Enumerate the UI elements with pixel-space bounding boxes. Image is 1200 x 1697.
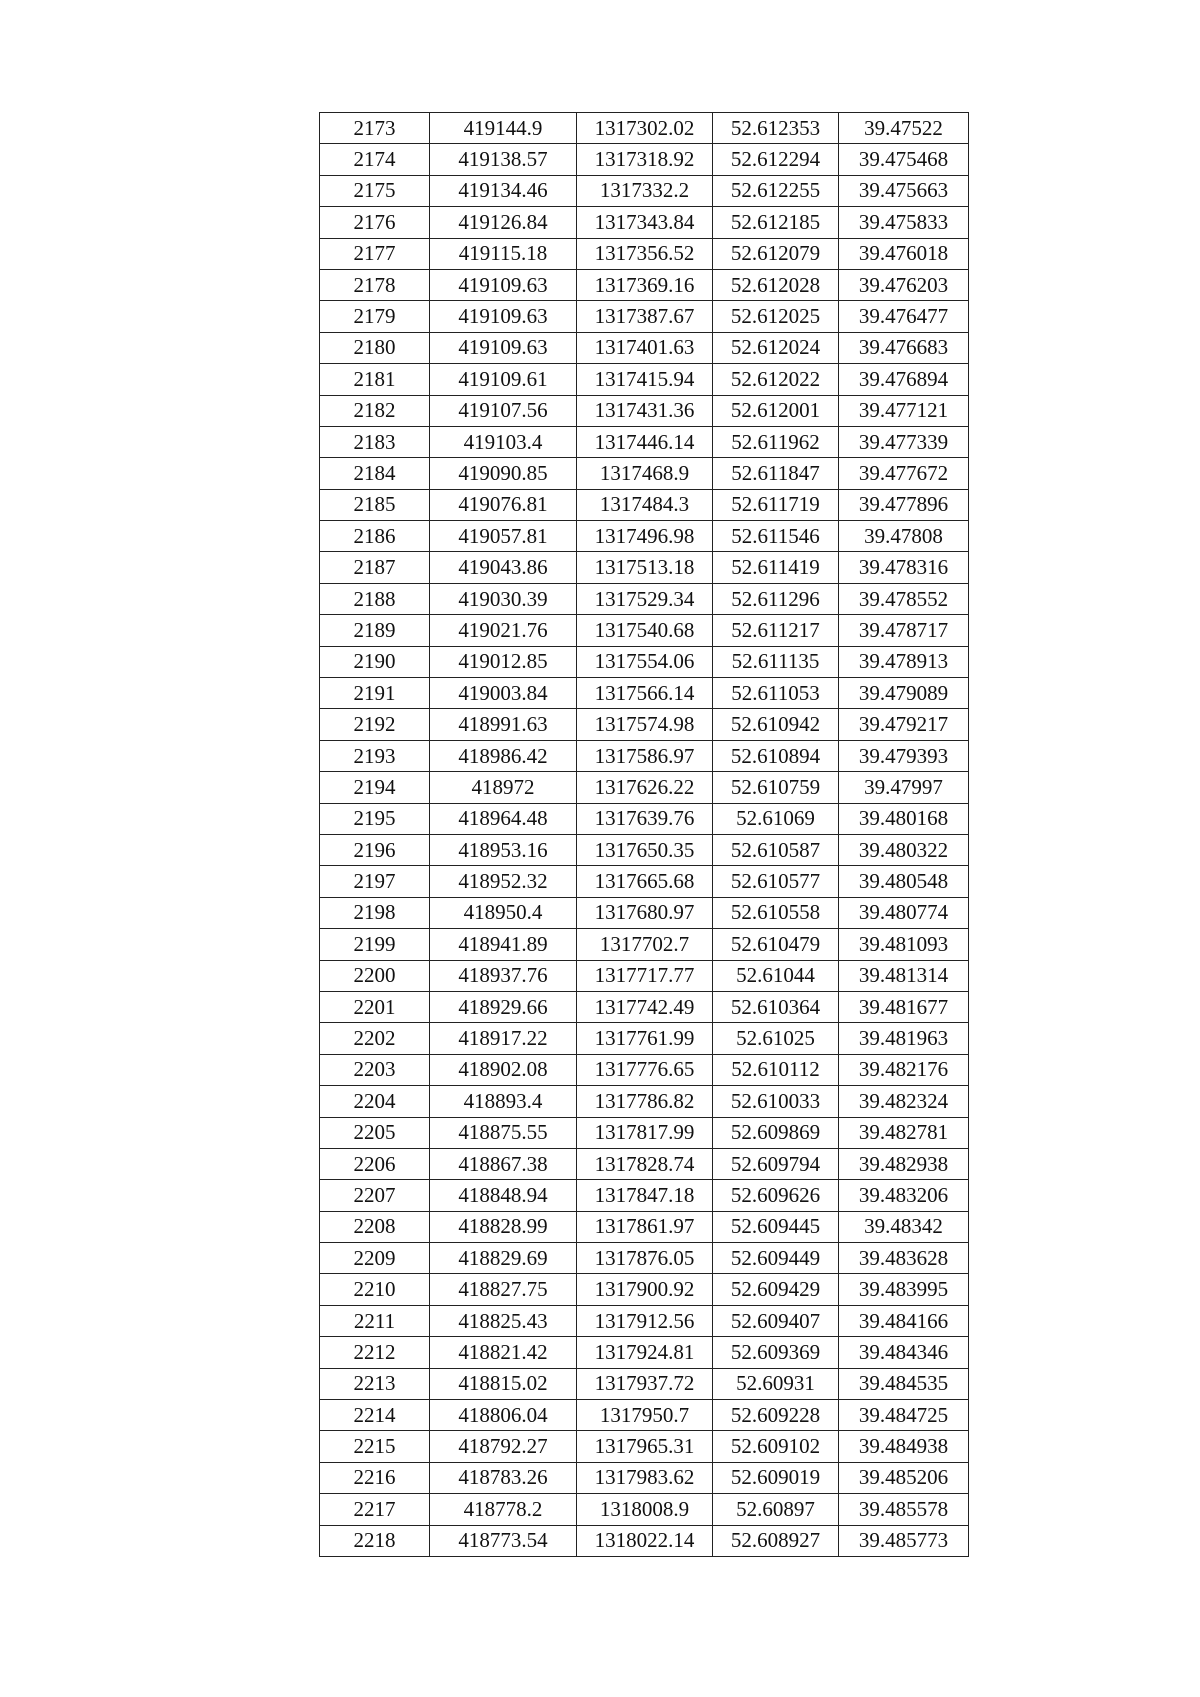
x-coordinate-cell: 419109.63	[430, 332, 577, 363]
y-coordinate-cell: 1317369.16	[577, 269, 713, 300]
y-coordinate-cell: 1317529.34	[577, 583, 713, 614]
point-number-cell: 2186	[320, 521, 430, 552]
longitude-cell: 39.476477	[839, 301, 969, 332]
latitude-cell: 52.610587	[713, 834, 839, 865]
point-number-cell: 2215	[320, 1431, 430, 1462]
latitude-cell: 52.609019	[713, 1462, 839, 1493]
longitude-cell: 39.484725	[839, 1400, 969, 1431]
point-number-cell: 2188	[320, 583, 430, 614]
point-number-cell: 2214	[320, 1400, 430, 1431]
x-coordinate-cell: 419134.46	[430, 175, 577, 206]
table-row	[320, 332, 969, 363]
table-row	[320, 1054, 969, 1085]
x-coordinate-cell: 418829.69	[430, 1243, 577, 1274]
table-row	[320, 866, 969, 897]
x-coordinate-cell: 419003.84	[430, 678, 577, 709]
longitude-cell: 39.483206	[839, 1180, 969, 1211]
latitude-cell: 52.612294	[713, 144, 839, 175]
point-number-cell: 2218	[320, 1525, 430, 1556]
point-number-cell: 2199	[320, 929, 430, 960]
table-row	[320, 1180, 969, 1211]
latitude-cell: 52.609369	[713, 1337, 839, 1368]
longitude-cell: 39.479393	[839, 740, 969, 771]
table-row	[320, 207, 969, 238]
longitude-cell: 39.483628	[839, 1243, 969, 1274]
table-row	[320, 1274, 969, 1305]
latitude-cell: 52.609407	[713, 1305, 839, 1336]
latitude-cell: 52.610942	[713, 709, 839, 740]
table-row	[320, 709, 969, 740]
y-coordinate-cell: 1318022.14	[577, 1525, 713, 1556]
latitude-cell: 52.609429	[713, 1274, 839, 1305]
latitude-cell: 52.60897	[713, 1494, 839, 1525]
latitude-cell: 52.612353	[713, 113, 839, 144]
point-number-cell: 2181	[320, 364, 430, 395]
y-coordinate-cell: 1317817.99	[577, 1117, 713, 1148]
y-coordinate-cell: 1317356.52	[577, 238, 713, 269]
latitude-cell: 52.611053	[713, 678, 839, 709]
table-row	[320, 301, 969, 332]
y-coordinate-cell: 1317484.3	[577, 489, 713, 520]
point-number-cell: 2180	[320, 332, 430, 363]
y-coordinate-cell: 1317496.98	[577, 521, 713, 552]
longitude-cell: 39.482938	[839, 1148, 969, 1179]
table-row	[320, 238, 969, 269]
latitude-cell: 52.611847	[713, 458, 839, 489]
x-coordinate-cell: 418937.76	[430, 960, 577, 991]
longitude-cell: 39.478552	[839, 583, 969, 614]
latitude-cell: 52.61025	[713, 1023, 839, 1054]
point-number-cell: 2213	[320, 1368, 430, 1399]
y-coordinate-cell: 1317574.98	[577, 709, 713, 740]
table-row	[320, 521, 969, 552]
point-number-cell: 2200	[320, 960, 430, 991]
table-row	[320, 1211, 969, 1242]
x-coordinate-cell: 418986.42	[430, 740, 577, 771]
x-coordinate-cell: 418815.02	[430, 1368, 577, 1399]
x-coordinate-cell: 418991.63	[430, 709, 577, 740]
latitude-cell: 52.612025	[713, 301, 839, 332]
point-number-cell: 2202	[320, 1023, 430, 1054]
latitude-cell: 52.610894	[713, 740, 839, 771]
x-coordinate-cell: 419043.86	[430, 552, 577, 583]
latitude-cell: 52.611135	[713, 646, 839, 677]
longitude-cell: 39.477672	[839, 458, 969, 489]
latitude-cell: 52.611296	[713, 583, 839, 614]
latitude-cell: 52.612001	[713, 395, 839, 426]
longitude-cell: 39.47997	[839, 772, 969, 803]
point-number-cell: 2203	[320, 1054, 430, 1085]
latitude-cell: 52.609228	[713, 1400, 839, 1431]
point-number-cell: 2212	[320, 1337, 430, 1368]
y-coordinate-cell: 1317566.14	[577, 678, 713, 709]
point-number-cell: 2185	[320, 489, 430, 520]
longitude-cell: 39.480322	[839, 834, 969, 865]
x-coordinate-cell: 419030.39	[430, 583, 577, 614]
point-number-cell: 2210	[320, 1274, 430, 1305]
x-coordinate-cell: 418953.16	[430, 834, 577, 865]
longitude-cell: 39.485206	[839, 1462, 969, 1493]
longitude-cell: 39.482176	[839, 1054, 969, 1085]
latitude-cell: 52.610577	[713, 866, 839, 897]
table-row	[320, 1368, 969, 1399]
longitude-cell: 39.476203	[839, 269, 969, 300]
table-row	[320, 144, 969, 175]
latitude-cell: 52.612185	[713, 207, 839, 238]
table-row	[320, 395, 969, 426]
table-row	[320, 991, 969, 1022]
y-coordinate-cell: 1317937.72	[577, 1368, 713, 1399]
x-coordinate-cell: 418783.26	[430, 1462, 577, 1493]
point-number-cell: 2189	[320, 615, 430, 646]
longitude-cell: 39.481093	[839, 929, 969, 960]
y-coordinate-cell: 1318008.9	[577, 1494, 713, 1525]
x-coordinate-cell: 418952.32	[430, 866, 577, 897]
y-coordinate-cell: 1317343.84	[577, 207, 713, 238]
point-number-cell: 2193	[320, 740, 430, 771]
latitude-cell: 52.610033	[713, 1086, 839, 1117]
latitude-cell: 52.609626	[713, 1180, 839, 1211]
x-coordinate-cell: 419138.57	[430, 144, 577, 175]
table-row	[320, 1023, 969, 1054]
latitude-cell: 52.610558	[713, 897, 839, 928]
table-row	[320, 1462, 969, 1493]
longitude-cell: 39.485773	[839, 1525, 969, 1556]
table-row	[320, 740, 969, 771]
y-coordinate-cell: 1317680.97	[577, 897, 713, 928]
latitude-cell: 52.610364	[713, 991, 839, 1022]
point-number-cell: 2175	[320, 175, 430, 206]
y-coordinate-cell: 1317924.81	[577, 1337, 713, 1368]
coordinates-table	[319, 112, 969, 1557]
point-number-cell: 2184	[320, 458, 430, 489]
y-coordinate-cell: 1317776.65	[577, 1054, 713, 1085]
table-row	[320, 426, 969, 457]
table-row	[320, 803, 969, 834]
latitude-cell: 52.60931	[713, 1368, 839, 1399]
y-coordinate-cell: 1317876.05	[577, 1243, 713, 1274]
x-coordinate-cell: 418917.22	[430, 1023, 577, 1054]
latitude-cell: 52.612024	[713, 332, 839, 363]
latitude-cell: 52.609449	[713, 1243, 839, 1274]
longitude-cell: 39.475663	[839, 175, 969, 206]
longitude-cell: 39.478913	[839, 646, 969, 677]
y-coordinate-cell: 1317387.67	[577, 301, 713, 332]
y-coordinate-cell: 1317468.9	[577, 458, 713, 489]
x-coordinate-cell: 419109.61	[430, 364, 577, 395]
latitude-cell: 52.611546	[713, 521, 839, 552]
latitude-cell: 52.61069	[713, 803, 839, 834]
latitude-cell: 52.612079	[713, 238, 839, 269]
latitude-cell: 52.609102	[713, 1431, 839, 1462]
longitude-cell: 39.477339	[839, 426, 969, 457]
x-coordinate-cell: 419107.56	[430, 395, 577, 426]
latitude-cell: 52.609869	[713, 1117, 839, 1148]
y-coordinate-cell: 1317665.68	[577, 866, 713, 897]
longitude-cell: 39.475833	[839, 207, 969, 238]
x-coordinate-cell: 418792.27	[430, 1431, 577, 1462]
y-coordinate-cell: 1317626.22	[577, 772, 713, 803]
longitude-cell: 39.478316	[839, 552, 969, 583]
y-coordinate-cell: 1317742.49	[577, 991, 713, 1022]
longitude-cell: 39.479217	[839, 709, 969, 740]
longitude-cell: 39.47522	[839, 113, 969, 144]
longitude-cell: 39.481314	[839, 960, 969, 991]
point-number-cell: 2177	[320, 238, 430, 269]
latitude-cell: 52.610479	[713, 929, 839, 960]
point-number-cell: 2194	[320, 772, 430, 803]
longitude-cell: 39.480168	[839, 803, 969, 834]
x-coordinate-cell: 418950.4	[430, 897, 577, 928]
coordinates-table-body	[320, 113, 969, 1557]
point-number-cell: 2190	[320, 646, 430, 677]
x-coordinate-cell: 418867.38	[430, 1148, 577, 1179]
y-coordinate-cell: 1317950.7	[577, 1400, 713, 1431]
x-coordinate-cell: 418972	[430, 772, 577, 803]
table-row	[320, 1494, 969, 1525]
x-coordinate-cell: 418964.48	[430, 803, 577, 834]
longitude-cell: 39.484938	[839, 1431, 969, 1462]
latitude-cell: 52.611962	[713, 426, 839, 457]
latitude-cell: 52.609445	[713, 1211, 839, 1242]
longitude-cell: 39.481677	[839, 991, 969, 1022]
table-row	[320, 175, 969, 206]
y-coordinate-cell: 1317786.82	[577, 1086, 713, 1117]
longitude-cell: 39.476683	[839, 332, 969, 363]
point-number-cell: 2178	[320, 269, 430, 300]
table-row	[320, 113, 969, 144]
table-row	[320, 929, 969, 960]
point-number-cell: 2191	[320, 678, 430, 709]
point-number-cell: 2198	[320, 897, 430, 928]
point-number-cell: 2216	[320, 1462, 430, 1493]
longitude-cell: 39.485578	[839, 1494, 969, 1525]
longitude-cell: 39.482324	[839, 1086, 969, 1117]
x-coordinate-cell: 419115.18	[430, 238, 577, 269]
table-row	[320, 960, 969, 991]
y-coordinate-cell: 1317302.02	[577, 113, 713, 144]
point-number-cell: 2174	[320, 144, 430, 175]
longitude-cell: 39.476894	[839, 364, 969, 395]
y-coordinate-cell: 1317586.97	[577, 740, 713, 771]
y-coordinate-cell: 1317847.18	[577, 1180, 713, 1211]
latitude-cell: 52.608927	[713, 1525, 839, 1556]
x-coordinate-cell: 418848.94	[430, 1180, 577, 1211]
table-row	[320, 1117, 969, 1148]
y-coordinate-cell: 1317965.31	[577, 1431, 713, 1462]
y-coordinate-cell: 1317702.7	[577, 929, 713, 960]
x-coordinate-cell: 418821.42	[430, 1337, 577, 1368]
table-row	[320, 646, 969, 677]
longitude-cell: 39.475468	[839, 144, 969, 175]
longitude-cell: 39.484535	[839, 1368, 969, 1399]
point-number-cell: 2207	[320, 1180, 430, 1211]
latitude-cell: 52.610112	[713, 1054, 839, 1085]
longitude-cell: 39.476018	[839, 238, 969, 269]
table-row	[320, 269, 969, 300]
longitude-cell: 39.47808	[839, 521, 969, 552]
point-number-cell: 2183	[320, 426, 430, 457]
point-number-cell: 2211	[320, 1305, 430, 1336]
longitude-cell: 39.480774	[839, 897, 969, 928]
y-coordinate-cell: 1317554.06	[577, 646, 713, 677]
latitude-cell: 52.611217	[713, 615, 839, 646]
y-coordinate-cell: 1317912.56	[577, 1305, 713, 1336]
x-coordinate-cell: 418929.66	[430, 991, 577, 1022]
longitude-cell: 39.477896	[839, 489, 969, 520]
y-coordinate-cell: 1317761.99	[577, 1023, 713, 1054]
longitude-cell: 39.481963	[839, 1023, 969, 1054]
point-number-cell: 2197	[320, 866, 430, 897]
x-coordinate-cell: 419144.9	[430, 113, 577, 144]
table-row	[320, 489, 969, 520]
latitude-cell: 52.612028	[713, 269, 839, 300]
x-coordinate-cell: 419103.4	[430, 426, 577, 457]
table-row	[320, 1337, 969, 1368]
x-coordinate-cell: 418941.89	[430, 929, 577, 960]
x-coordinate-cell: 419109.63	[430, 301, 577, 332]
x-coordinate-cell: 419012.85	[430, 646, 577, 677]
table-row	[320, 1525, 969, 1556]
longitude-cell: 39.48342	[839, 1211, 969, 1242]
x-coordinate-cell: 418773.54	[430, 1525, 577, 1556]
point-number-cell: 2192	[320, 709, 430, 740]
point-number-cell: 2208	[320, 1211, 430, 1242]
latitude-cell: 52.61044	[713, 960, 839, 991]
longitude-cell: 39.479089	[839, 678, 969, 709]
x-coordinate-cell: 418828.99	[430, 1211, 577, 1242]
y-coordinate-cell: 1317401.63	[577, 332, 713, 363]
longitude-cell: 39.480548	[839, 866, 969, 897]
latitude-cell: 52.609794	[713, 1148, 839, 1179]
longitude-cell: 39.484346	[839, 1337, 969, 1368]
y-coordinate-cell: 1317717.77	[577, 960, 713, 991]
x-coordinate-cell: 418827.75	[430, 1274, 577, 1305]
table-row	[320, 772, 969, 803]
x-coordinate-cell: 418825.43	[430, 1305, 577, 1336]
table-row	[320, 897, 969, 928]
table-row	[320, 1243, 969, 1274]
x-coordinate-cell: 419126.84	[430, 207, 577, 238]
longitude-cell: 39.477121	[839, 395, 969, 426]
table-row	[320, 583, 969, 614]
x-coordinate-cell: 418778.2	[430, 1494, 577, 1525]
y-coordinate-cell: 1317415.94	[577, 364, 713, 395]
table-row	[320, 1305, 969, 1336]
x-coordinate-cell: 418902.08	[430, 1054, 577, 1085]
y-coordinate-cell: 1317540.68	[577, 615, 713, 646]
longitude-cell: 39.483995	[839, 1274, 969, 1305]
longitude-cell: 39.484166	[839, 1305, 969, 1336]
point-number-cell: 2209	[320, 1243, 430, 1274]
x-coordinate-cell: 418806.04	[430, 1400, 577, 1431]
latitude-cell: 52.611419	[713, 552, 839, 583]
table-row	[320, 1431, 969, 1462]
point-number-cell: 2182	[320, 395, 430, 426]
table-row	[320, 552, 969, 583]
x-coordinate-cell: 419090.85	[430, 458, 577, 489]
point-number-cell: 2173	[320, 113, 430, 144]
x-coordinate-cell: 419021.76	[430, 615, 577, 646]
table-row	[320, 834, 969, 865]
y-coordinate-cell: 1317650.35	[577, 834, 713, 865]
table-row	[320, 1400, 969, 1431]
y-coordinate-cell: 1317513.18	[577, 552, 713, 583]
y-coordinate-cell: 1317861.97	[577, 1211, 713, 1242]
x-coordinate-cell: 418875.55	[430, 1117, 577, 1148]
table-row	[320, 678, 969, 709]
longitude-cell: 39.478717	[839, 615, 969, 646]
y-coordinate-cell: 1317332.2	[577, 175, 713, 206]
y-coordinate-cell: 1317431.36	[577, 395, 713, 426]
point-number-cell: 2217	[320, 1494, 430, 1525]
x-coordinate-cell: 419076.81	[430, 489, 577, 520]
latitude-cell: 52.612255	[713, 175, 839, 206]
point-number-cell: 2196	[320, 834, 430, 865]
table-row	[320, 615, 969, 646]
y-coordinate-cell: 1317900.92	[577, 1274, 713, 1305]
point-number-cell: 2187	[320, 552, 430, 583]
point-number-cell: 2205	[320, 1117, 430, 1148]
y-coordinate-cell: 1317446.14	[577, 426, 713, 457]
y-coordinate-cell: 1317639.76	[577, 803, 713, 834]
point-number-cell: 2195	[320, 803, 430, 834]
latitude-cell: 52.611719	[713, 489, 839, 520]
y-coordinate-cell: 1317828.74	[577, 1148, 713, 1179]
x-coordinate-cell: 418893.4	[430, 1086, 577, 1117]
table-row	[320, 458, 969, 489]
x-coordinate-cell: 419109.63	[430, 269, 577, 300]
longitude-cell: 39.482781	[839, 1117, 969, 1148]
table-row	[320, 364, 969, 395]
y-coordinate-cell: 1317983.62	[577, 1462, 713, 1493]
table-row	[320, 1148, 969, 1179]
x-coordinate-cell: 419057.81	[430, 521, 577, 552]
latitude-cell: 52.610759	[713, 772, 839, 803]
table-row	[320, 1086, 969, 1117]
point-number-cell: 2204	[320, 1086, 430, 1117]
y-coordinate-cell: 1317318.92	[577, 144, 713, 175]
latitude-cell: 52.612022	[713, 364, 839, 395]
point-number-cell: 2179	[320, 301, 430, 332]
point-number-cell: 2206	[320, 1148, 430, 1179]
point-number-cell: 2201	[320, 991, 430, 1022]
point-number-cell: 2176	[320, 207, 430, 238]
